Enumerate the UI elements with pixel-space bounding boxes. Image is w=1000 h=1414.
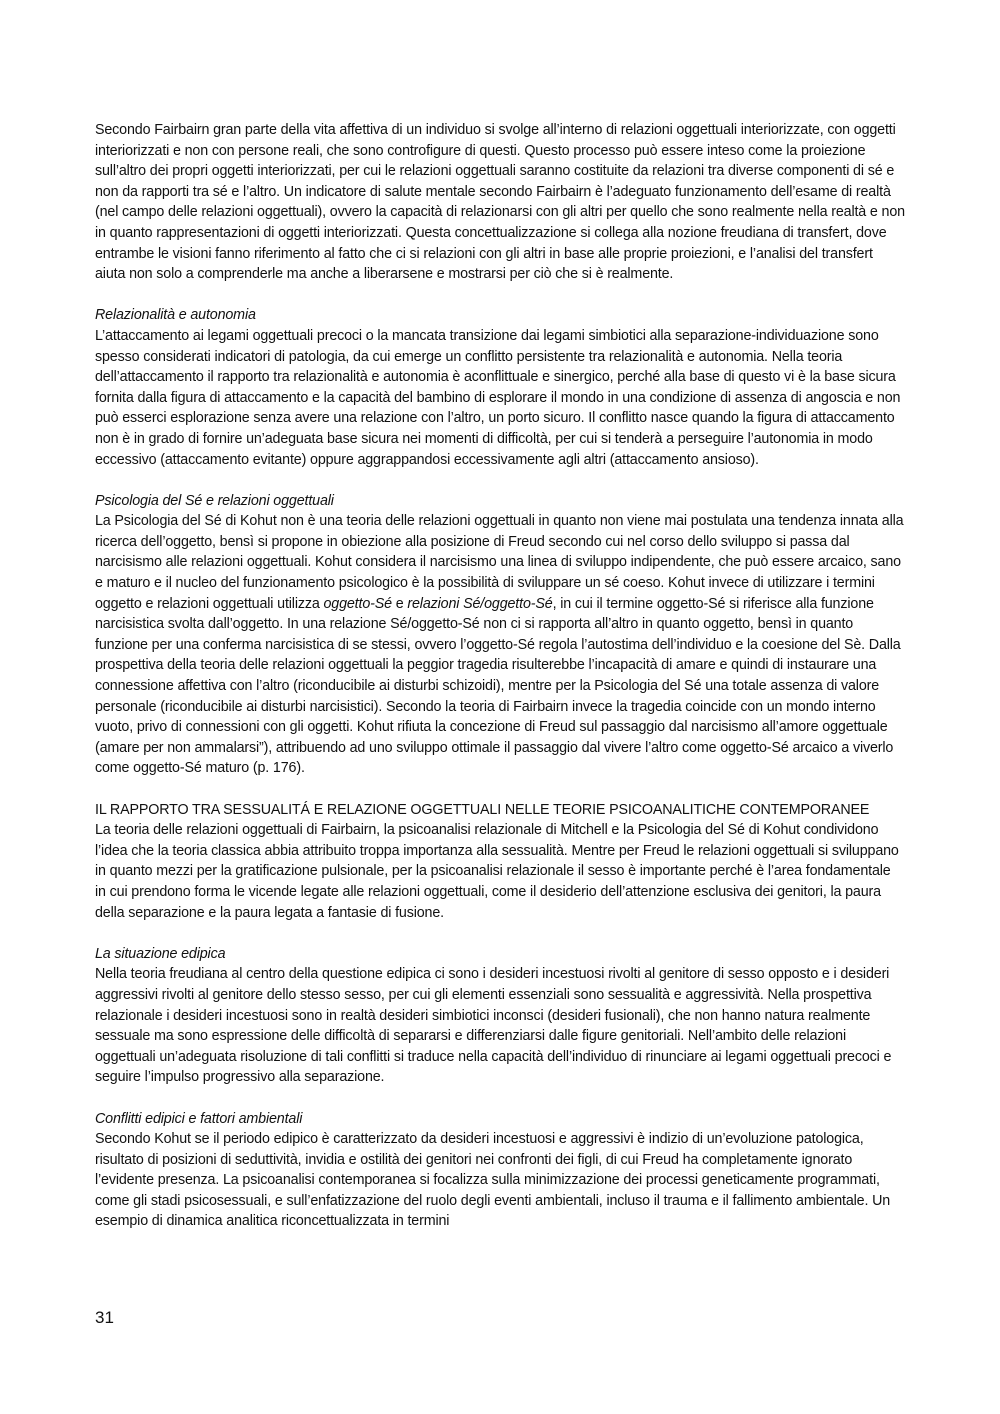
paragraph-body: L’attaccamento ai legami oggettuali precoci o la mancata transizione dai legami simbiotici alla separazione-individuazione sono spesso considerati indicatori di patologia, da cui emerge un conflitto persistente tra relazionalità e autonomia. Nella teoria dell’attaccamento il rapporto tra relazionalità e autonomia è aconflittuale e sinergico, perché alla base di questo vi è la base sicura fornita dalla figura di attaccamento e la capacità del bambino di esplorare il mondo in una condizione di assenza di angoscia e non può esserci esplorazione senza avere una relazione con l’altro, un porto sicuro. Il conflitto nasce quando la figura di attaccamento non è in grado di fornire un’adeguata base sicura nei momenti di difficoltà, per cui si tenderà a perseguire l’autonomia in modo eccessivo (attaccamento evitante) oppure aggrappandosi eccessivamente agli altri (attaccamento ansioso). [95, 327, 901, 468]
emphasis-term: oggetto-Sé [323, 595, 392, 612]
section-psicologia-del-se [95, 491, 905, 779]
section-conflitti-edipici [95, 1109, 905, 1233]
paragraph-body: La teoria delle relazioni oggettuali di Fairbairn, la psicoanalisi relazionale di Mitchell e la Psicologia del Sé di Kohut condividono l’idea che la teoria classica abbia attribuito troppa importanza alla sessualità. Mentre per Freud le relazioni oggettuali si sviluppano in quanto mezzi per la gratificazione pulsionale, per la psicoanalisi relazionale il sesso è importante perché è l’area fondamentale in cui prendono forma le vicende legate alle relazioni oggettuali, come il desiderio dell’attenzione esclusiva dei genitori, la paura della separazione e la paura legata a fantasie di fusione. [95, 822, 899, 921]
paragraph-body: Nella teoria freudiana al centro della questione edipica ci sono i desideri incestuosi rivolti al genitore di sesso opposto e i desideri aggressivi rivolti al genitore dello stesso sesso, per cui gli elementi essenziali sono sessualità e aggressività. Nella prospettiva relazionale i desideri incestuosi sono in realtà desideri simbiotici inconsci (desideri fusionali), che non hanno natura realmente sessuale ma sono espressione delle difficoltà di separarsi e differenziarsi dalle figure genitoriali. Nell’ambito delle relazioni oggettuali un’adeguata risoluzione di tali conflitti si traduce nella capacità dell’individuo di rinunciare ai legami oggettuali precoci e seguire l’impulso progressivo alla separazione. [95, 966, 892, 1086]
chapter-heading: IL RAPPORTO TRA SESSUALITÁ E RELAZIONE OGGETTUALI NELLE TEORIE PSICOANALITICHE CONTEMPORANEE [95, 801, 870, 818]
paragraph-fairbairn-intro [95, 120, 905, 285]
section-heading: Relazionalità e autonomia [95, 307, 256, 324]
paragraph-body-part: e [391, 595, 408, 612]
emphasis-term: relazioni Sé/oggetto-Sé [407, 595, 553, 612]
document-page [95, 120, 905, 1253]
page-number: 31 [95, 1308, 114, 1327]
paragraph-body-part: , in cui il termine oggetto-Sé si riferisce alla funzione narcisistica svolta dall’oggetto. In una relazione Sé/oggetto-Sé non ci si rapporta all’altro in quanto oggetto, bensì in quanto funzione per una conferma narcisistica di se stessi, ovvero l’oggetto-Sé regola l’autostima dell’individuo e la coesione del Sè. Dalla prospettiva della teoria delle relazioni oggettuali la peggior tragedia risulterebbe l’incapacità di amare e quindi di instaurare una connessione affettiva con l’altro (riconducibile ai disturbi schizoidi), mentre per la Psicologia del Sé una totale assenza di valore personale (riconducibile ai disturbi narcisistici). Secondo la teoria di Fairbairn invece la tragedia coincide con un mondo interno vuoto, privo di connessioni con gli oggetti. Kohut rifiuta la concezione di Freud sul passaggio dal narcisismo all’amore oggettuale (amare per non ammalarsi”), attribuendo ad uno sviluppo ottimale il passaggio dal vivere l’altro come oggetto-Sé arcaico a viverlo come oggetto-Sé maturo (p. 176). [95, 595, 901, 777]
section-situazione-edipica [95, 944, 905, 1088]
section-relazionalita-autonomia [95, 305, 905, 470]
paragraph-body: Secondo Kohut se il periodo edipico è caratterizzato da desideri incestuosi e aggressivi è indizio di un’evoluzione patologica, risultato di posizioni di seduttività, invidia e ostilità dei genitori nei confronti dei figli, di cui Freud ha completamente ignorato l’evidente presenza. La psicoanalisi contemporanea si focalizza sulla minimizzazione dei processi geneticamente programmati, come gli stadi psicosessuali, e sull’enfatizzazione del ruolo degli eventi ambientali, incluso il trauma e il fallimento ambientale. Un esempio di dinamica analitica riconcettualizzata in termini [95, 1131, 891, 1230]
paragraph-body-part: La Psicologia del Sé di Kohut non è una teoria delle relazioni oggettuali in quanto non viene mai postulata una tendenza innata alla ricerca dell’oggetto, bensì si propone in obiezione alla posizione di Freud secondo cui nel corso dello sviluppo si passa dal narcisismo alle relazioni oggettuali. Kohut considera il narcisismo una linea di sviluppo indipendente, che può essere arcaico, sano e maturo e il nucleo del funzionamento psicologico è la possibilità di sviluppare un sé coeso. Kohut invece di utilizzare i termini oggetto e relazioni oggettuali utilizza [95, 513, 904, 612]
section-sessualita-relazione [95, 800, 905, 924]
section-heading: Conflitti edipici e fattori ambientali [95, 1110, 303, 1127]
paragraph-body: Secondo Fairbairn gran parte della vita affettiva di un individuo si svolge all’interno di relazioni oggettuali interiorizzate, con oggetti interiorizzati e non con persone reali, che sono controfigure di questi. Questo processo può essere inteso come la proiezione sull’altro dei propri oggetti interiorizzati, per cui le relazioni oggettuali saranno costituite da relazioni tra diverse componenti di sé e non da rapporti tra sé e l’altro. Un indicatore di salute mentale secondo Fairbairn è l’adeguato funzionamento dell’esame di realtà (nel campo delle relazioni oggettuali), ovvero la capacità di relazionarsi con gli altri per quello che sono realmente nella realtà e non in quanto rappresentazioni di oggetti interiorizzati. Questa concettualizzazione si collega alla nozione freudiana di transfert, dove entrambe le visioni fanno riferimento al fatto che ci si relazioni con gli altri in base alle proprie proiezioni, e l’analisi del transfert aiuta non solo a comprenderle ma anche a liberarsene e mostrarsi per ciò che si è realmente. [95, 122, 905, 283]
section-heading: La situazione edipica [95, 945, 226, 962]
section-heading: Psicologia del Sé e relazioni oggettuali [95, 492, 334, 509]
